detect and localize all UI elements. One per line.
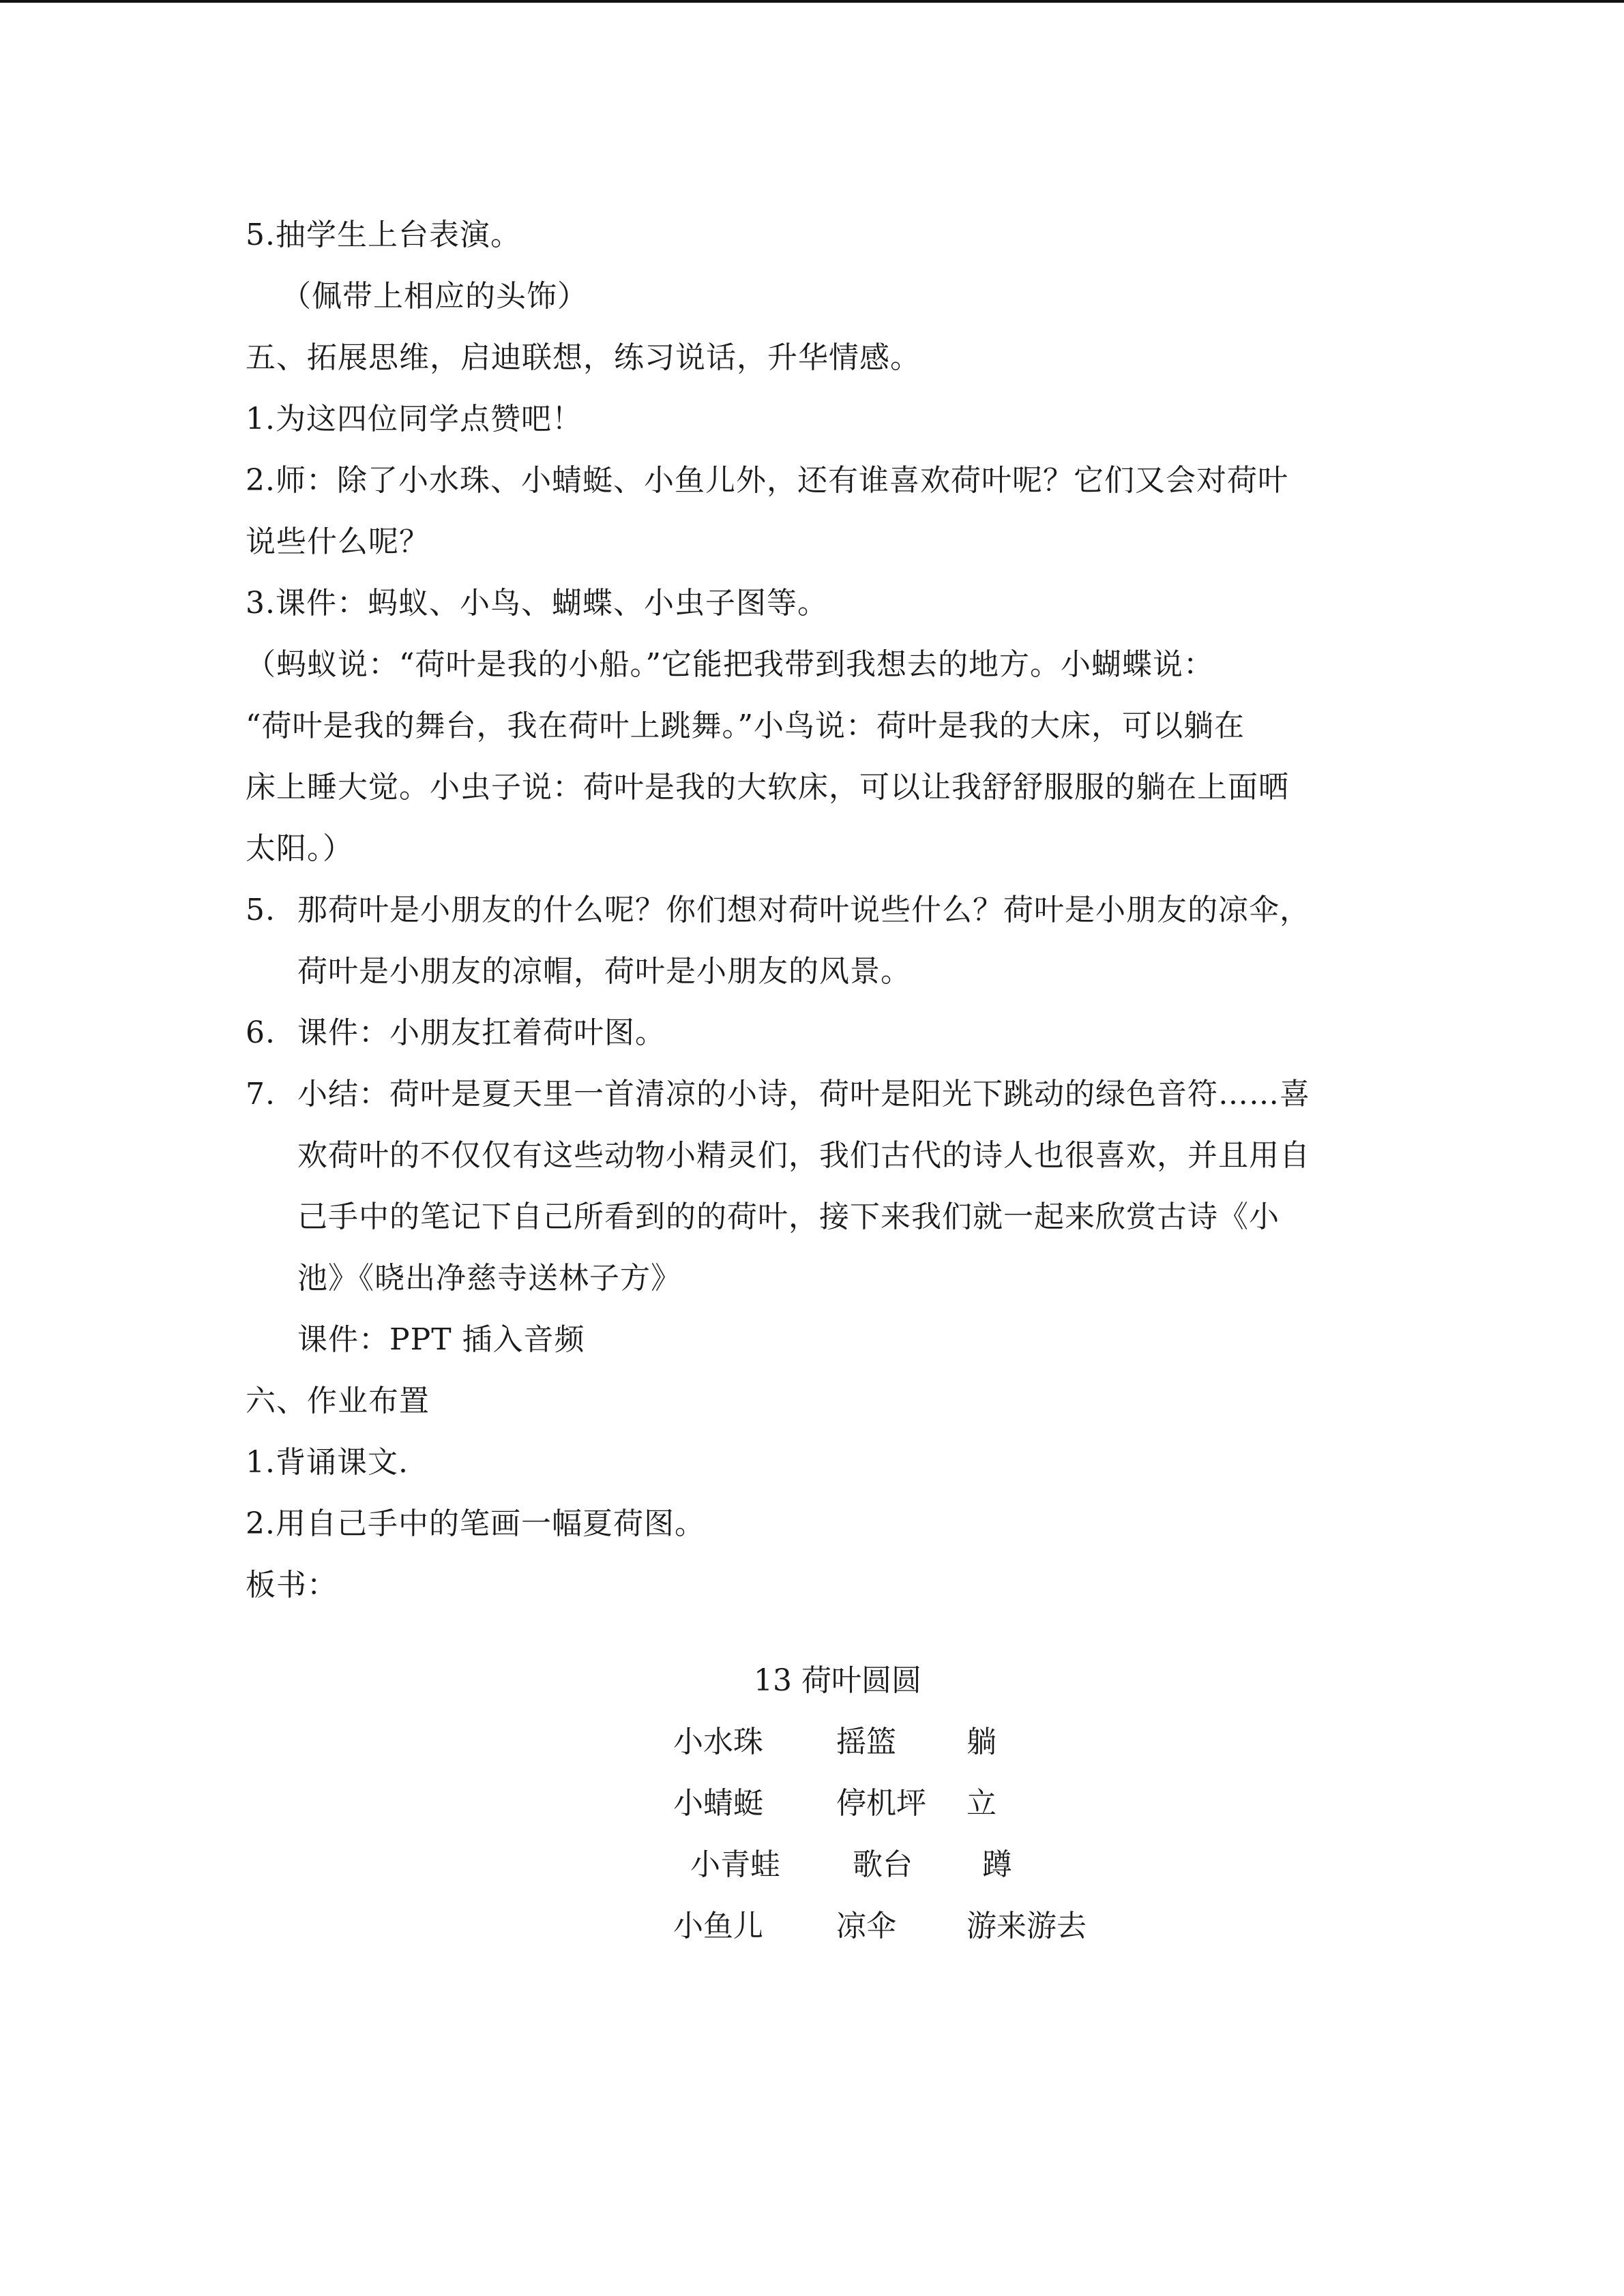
item-text bbox=[297, 1002, 1391, 1064]
text-line: 2.用自己手中的笔画一幅夏荷图。 bbox=[246, 1506, 705, 1541]
board-row bbox=[0, 1834, 1624, 1896]
document-body bbox=[246, 205, 1391, 1616]
board-action: 躺 bbox=[966, 1725, 996, 1759]
board-action: 游来游去 bbox=[966, 1909, 1087, 1943]
text-line: 课件：小朋友扛着荷叶图。 bbox=[297, 1015, 666, 1050]
item-number: 6. bbox=[246, 1015, 276, 1050]
board-title: 13 荷叶圆圆 bbox=[754, 1663, 921, 1698]
board-who: 小鱼儿 bbox=[673, 1909, 763, 1943]
text-line: “荷叶是我的舞台，我在荷叶上跳舞。”小鸟说：荷叶是我的大床，可以躺在 bbox=[246, 709, 1245, 743]
text-line: 池》《晓出净慈寺送林子方》 bbox=[297, 1261, 681, 1296]
item-number: 5. bbox=[246, 893, 276, 927]
numbered-item-7 bbox=[246, 1064, 1391, 1371]
item-text bbox=[297, 1064, 1391, 1371]
board-action: 立 bbox=[966, 1786, 996, 1821]
text-line: 1.为这四位同学点赞吧！ bbox=[246, 402, 582, 436]
section-heading: 五、拓展思维，启迪联想，练习说话，升华情感。 bbox=[246, 340, 921, 375]
item-number: 7. bbox=[246, 1077, 276, 1112]
text-line: 说些什么呢？ bbox=[246, 524, 430, 559]
text-line: 3.课件：蚂蚁、小鸟、蝴蝶、小虫子图等。 bbox=[246, 586, 828, 621]
board-what: 凉伞 bbox=[836, 1909, 896, 1943]
board-who: 小水珠 bbox=[673, 1725, 763, 1759]
numbered-item-6 bbox=[246, 1002, 1391, 1064]
top-border-rule bbox=[0, 0, 1624, 3]
text-line: 太阳。） bbox=[246, 831, 353, 866]
text-line: 课件：PPT 插入音频 bbox=[297, 1322, 585, 1357]
text-line: （佩带上相应的头饰） bbox=[281, 279, 588, 314]
board-what: 歌台 bbox=[853, 1847, 913, 1882]
text-line: 1.背诵课文. bbox=[246, 1445, 409, 1480]
board-label: 板书： bbox=[246, 1568, 338, 1602]
numbered-item-5 bbox=[246, 880, 1391, 1002]
text-line: 己手中的笔记下自己所看到的的荷叶，接下来我们就一起来欣赏古诗《小 bbox=[297, 1199, 1280, 1234]
text-line: 5.抽学生上台表演。 bbox=[246, 218, 521, 252]
text-line: 那荷叶是小朋友的什么呢？你们想对荷叶说些什么？荷叶是小朋友的凉伞， bbox=[297, 893, 1310, 927]
board-what: 停机坪 bbox=[836, 1786, 926, 1821]
text-line: 欢荷叶的不仅仅有这些动物小精灵们，我们古代的诗人也很喜欢，并且用自 bbox=[297, 1138, 1310, 1173]
text-line: 床上睡大觉。小虫子说：荷叶是我的大软床，可以让我舒舒服服的躺在上面晒 bbox=[246, 770, 1289, 805]
board-who: 小蜻蜓 bbox=[673, 1786, 763, 1821]
board-who: 小青蛙 bbox=[690, 1847, 780, 1882]
item-text bbox=[297, 880, 1391, 1002]
text-line: 小结：荷叶是夏天里一首清凉的小诗，荷叶是阳光下跳动的绿色音符……喜 bbox=[297, 1077, 1310, 1112]
text-line: （蚂蚁说：“荷叶是我的小船。”它能把我带到我想去的地方。小蝴蝶说： bbox=[246, 647, 1214, 682]
text-line: 荷叶是小朋友的凉帽，荷叶是小朋友的风景。 bbox=[297, 954, 911, 989]
text-line: 2.师：除了小水珠、小蜻蜓、小鱼儿外，还有谁喜欢荷叶呢？它们又会对荷叶 bbox=[246, 463, 1288, 498]
board-what: 摇篮 bbox=[836, 1725, 896, 1759]
section-heading: 六、作业布置 bbox=[246, 1384, 430, 1418]
board-row bbox=[0, 1896, 1624, 1957]
board-action: 蹲 bbox=[982, 1847, 1012, 1882]
board-row bbox=[0, 1773, 1624, 1834]
board-row bbox=[0, 1712, 1624, 1773]
